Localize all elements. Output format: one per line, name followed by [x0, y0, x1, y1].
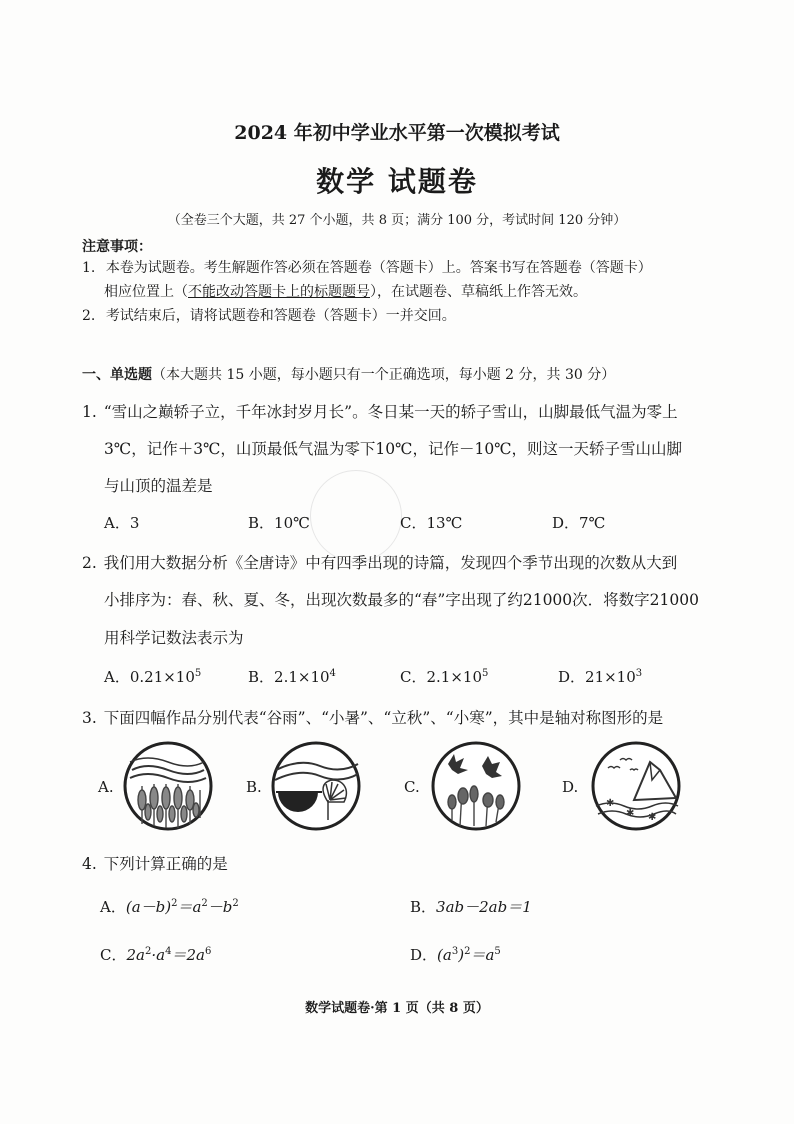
q2-option-c-label: C． [400, 668, 427, 686]
q2-option-b-exp: 4 [329, 668, 336, 679]
exam-title: 2024 年初中学业水平第一次模拟考试 [234, 122, 560, 144]
q1-option-d: D．7℃ [552, 514, 606, 532]
notice-item-1-number: 1. [82, 260, 96, 276]
svg-text:✱: ✱ [606, 798, 615, 809]
q4-option-d-part-2: ) [458, 946, 465, 964]
liqiu-autumn-image [430, 740, 522, 832]
q4-option-c-exp-3: 6 [204, 946, 212, 957]
q4-text-1: 下列计算正确的是 [103, 855, 228, 873]
q4-option-c-part-3: ＝2a [171, 946, 205, 964]
q4-option-d-label: D． [410, 946, 438, 964]
q1-option-a: A．3 [104, 514, 140, 532]
q4-option-c-exp-1: 2 [144, 946, 152, 957]
q4-option-d-exp-1: 3 [451, 946, 459, 957]
q2-option-c [400, 666, 488, 687]
q4-option-a-exp-3: 2 [232, 898, 239, 909]
guyu-rain-image [122, 740, 214, 832]
q4-option-c-part-2: ·a [151, 946, 166, 964]
q2-option-d-base: 21×10 [585, 668, 636, 686]
q4-option-b-label: B． [410, 898, 437, 916]
page-footer: 数学试题卷·第 1 页（共 8 页） [305, 1001, 489, 1016]
q4-option-c [100, 944, 211, 965]
notice-item-1-underlined: 不能改动答题卡上的标题题号 [188, 284, 370, 300]
q2-line-3: 用科学记数法表示为 [104, 629, 244, 647]
q3-number: 3. [82, 709, 97, 727]
q2-line-1 [82, 551, 677, 573]
q1-line-2: 3℃，记作＋3℃，山顶最低气温为零下10℃，记作－10℃，则这一天轿子雪山山脚 [104, 440, 683, 458]
notice-item-1-post: ），在试题卷、草稿纸上作答无效。 [370, 284, 587, 300]
q1-line-3: 与山顶的温差是 [104, 477, 213, 495]
xiaohan-winter-image [590, 740, 682, 832]
q4-option-d-part-1: (a [437, 946, 452, 964]
q3-label-b: B. [246, 778, 262, 796]
faint-stamp [310, 470, 402, 562]
q2-option-d-exp: 3 [635, 668, 643, 679]
notice-item-1-text: 本卷为试题卷。考生解题作答必须在答题卷（答题卡）上。答案书写在答题卷（答题卡） [105, 260, 652, 276]
notice-item-1 [82, 257, 652, 277]
svg-text:✱: ✱ [648, 812, 657, 823]
q2-option-c-exp: 5 [482, 668, 489, 679]
q4-option-c-label: C． [100, 946, 127, 964]
q2-option-a [104, 666, 201, 687]
q4-option-a-exp-1: 2 [171, 898, 178, 909]
q2-option-b-base: 2.1×10 [274, 668, 330, 686]
notice-heading: 注意事项： [82, 239, 152, 255]
q4-number: 4. [82, 855, 97, 873]
q3-label-a: A. [98, 778, 114, 796]
q2-number: 2. [82, 554, 97, 572]
q2-option-a-exp: 5 [194, 668, 202, 679]
section-title: 一、单选题 [82, 367, 152, 383]
q4-option-a [100, 896, 239, 917]
q3-label-c: C. [404, 778, 420, 796]
notice-item-2-text: 考试结束后，请将试题卷和答题卷（答题卡）一并交回。 [105, 308, 456, 324]
q4-option-d-part-3: ＝a [470, 946, 495, 964]
exam-subtitle: 数学 试题卷 [316, 165, 478, 198]
q3-label-d: D. [562, 778, 579, 796]
q3-line-1 [82, 706, 663, 728]
q1-text-1: “雪山之巅轿子立，千年冰封岁月长”。冬日某一天的轿子雪山，山脚最低气温为零上 [103, 403, 678, 421]
q4-option-c-part-1: 2a [126, 946, 145, 964]
notice-item-1-continued [104, 281, 587, 301]
q4-option-a-exp-2: 2 [201, 898, 208, 909]
q4-option-d [410, 944, 501, 965]
q1-option-b: B．10℃ [248, 514, 310, 532]
notice-item-2 [82, 305, 456, 325]
xiaoshu-summer-image [270, 740, 362, 832]
section-heading [82, 364, 615, 384]
q1-line-1 [82, 400, 678, 422]
q4-option-a-part-3: －b [207, 898, 233, 916]
q2-option-d-label: D． [558, 668, 586, 686]
q4-option-a-part-2: ＝a [177, 898, 202, 916]
q1-option-c: C．13℃ [400, 514, 463, 532]
q4-option-b [410, 896, 532, 917]
q4-option-d-exp-3: 5 [494, 946, 501, 957]
q2-option-c-base: 2.1×10 [426, 668, 482, 686]
q4-option-a-part-1: (a－b) [125, 898, 172, 916]
q4-line-1 [82, 852, 228, 874]
q2-option-a-label: A． [104, 668, 130, 686]
notice-item-2-number: 2. [82, 308, 96, 324]
q4-option-b-expr: 3ab－2ab＝1 [436, 898, 532, 916]
q3-text-1: 下面四幅作品分别代表“谷雨”、“小暑”、“立秋”、“小寒”，其中是轴对称图形的是 [103, 709, 664, 727]
q2-option-b-label: B． [248, 668, 275, 686]
q2-option-a-base: 0.21×10 [129, 668, 195, 686]
notice-item-1-pre: 相应位置上（ [104, 284, 188, 300]
exam-info: （全卷三个大题，共 27 个小题，共 8 页；满分 100 分，考试时间 120 分钟） [167, 213, 627, 228]
q1-number: 1. [82, 403, 97, 421]
svg-text:✱: ✱ [626, 808, 635, 819]
q2-text-1: 我们用大数据分析《全唐诗》中有四季出现的诗篇，发现四个季节出现的次数从大到 [103, 554, 678, 572]
q2-option-b [248, 666, 336, 687]
q2-option-d [558, 666, 642, 687]
q4-option-a-label: A． [100, 898, 126, 916]
section-description: （本大题共 15 小题，每小题只有一个正确选项，每小题 2 分，共 30 分） [152, 367, 616, 383]
q4-option-d-exp-2: 2 [464, 946, 471, 957]
q4-option-c-exp-2: 4 [165, 946, 172, 957]
q2-line-2: 小排序为：春、秋、夏、冬，出现次数最多的“春”字出现了约21000次．将数字21000 [104, 591, 699, 609]
